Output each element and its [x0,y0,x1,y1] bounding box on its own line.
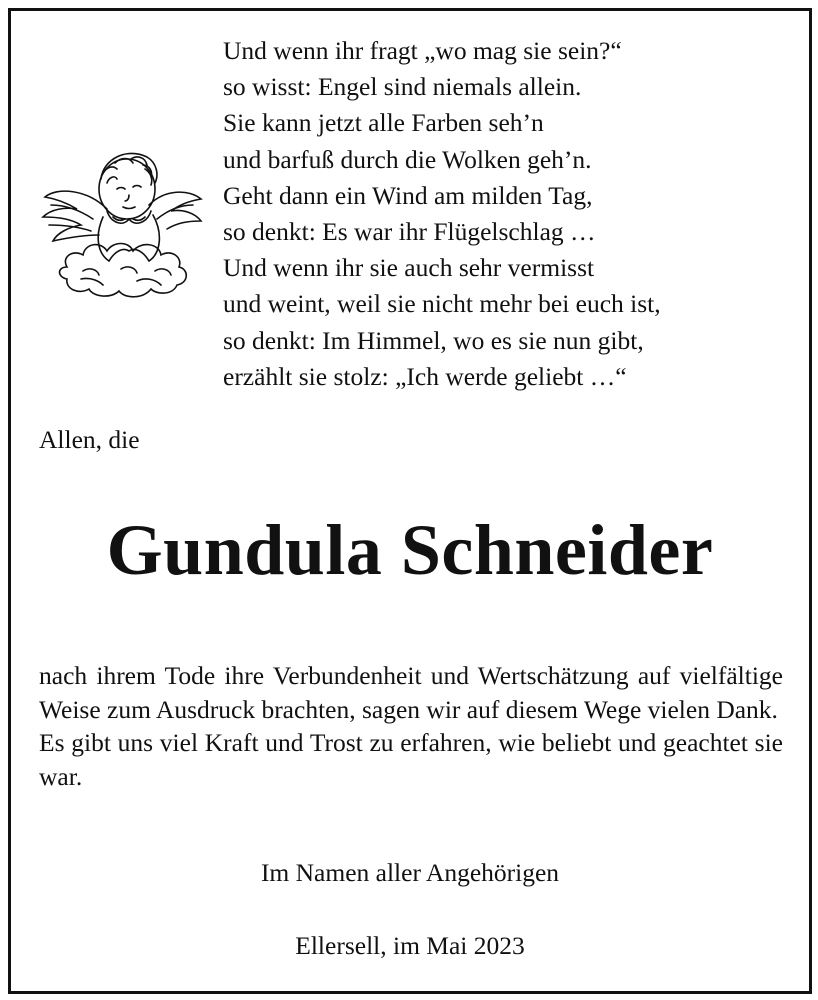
poem-line: so wisst: Engel sind niemals allein. [223,72,582,102]
poem-line: Und wenn ihr sie auch sehr vermisst [223,253,595,283]
poem-line: und weint, weil sie nicht mehr bei euch ist, [223,289,661,319]
thanks-paragraph: Es gibt uns viel Kraft und Trost zu erfahren, wie beliebt und geachtet sie war. [39,728,783,791]
deceased-name: Gundula Schneider [106,510,714,590]
poem-line: erzählt sie stolz: „Ich werde geliebt …“ [223,361,627,391]
thanks-text [39,659,783,793]
poem-line: und barfuß durch die Wolken geh’n. [223,144,592,174]
place-date: Ellersell, im Mai 2023 [295,931,525,960]
poem-line: so denkt: Es war ihr Flügelschlag … [223,217,596,247]
intro-text: Allen, die [39,425,140,454]
poem-line: Geht dann ein Wind am milden Tag, [223,180,593,210]
poem-line: Sie kann jetzt alle Farben seh’n [223,108,544,138]
poem-line: Und wenn ihr fragt „wo mag sie sein?“ [223,36,622,65]
announcement-frame [8,8,812,994]
poem [223,33,661,395]
angel-icon [37,139,207,309]
thanks-paragraph: nach ihrem Tode ihre Verbundenheit und Wertschätzung auf vielfältige Weise zum Ausdruck brachten, sagen wir auf diesem Wege vielen Dank. [39,661,783,724]
poem-line: so denkt: Im Himmel, wo es sie nun gibt, [223,325,644,355]
signature: Im Namen aller Angehörigen [260,858,560,887]
